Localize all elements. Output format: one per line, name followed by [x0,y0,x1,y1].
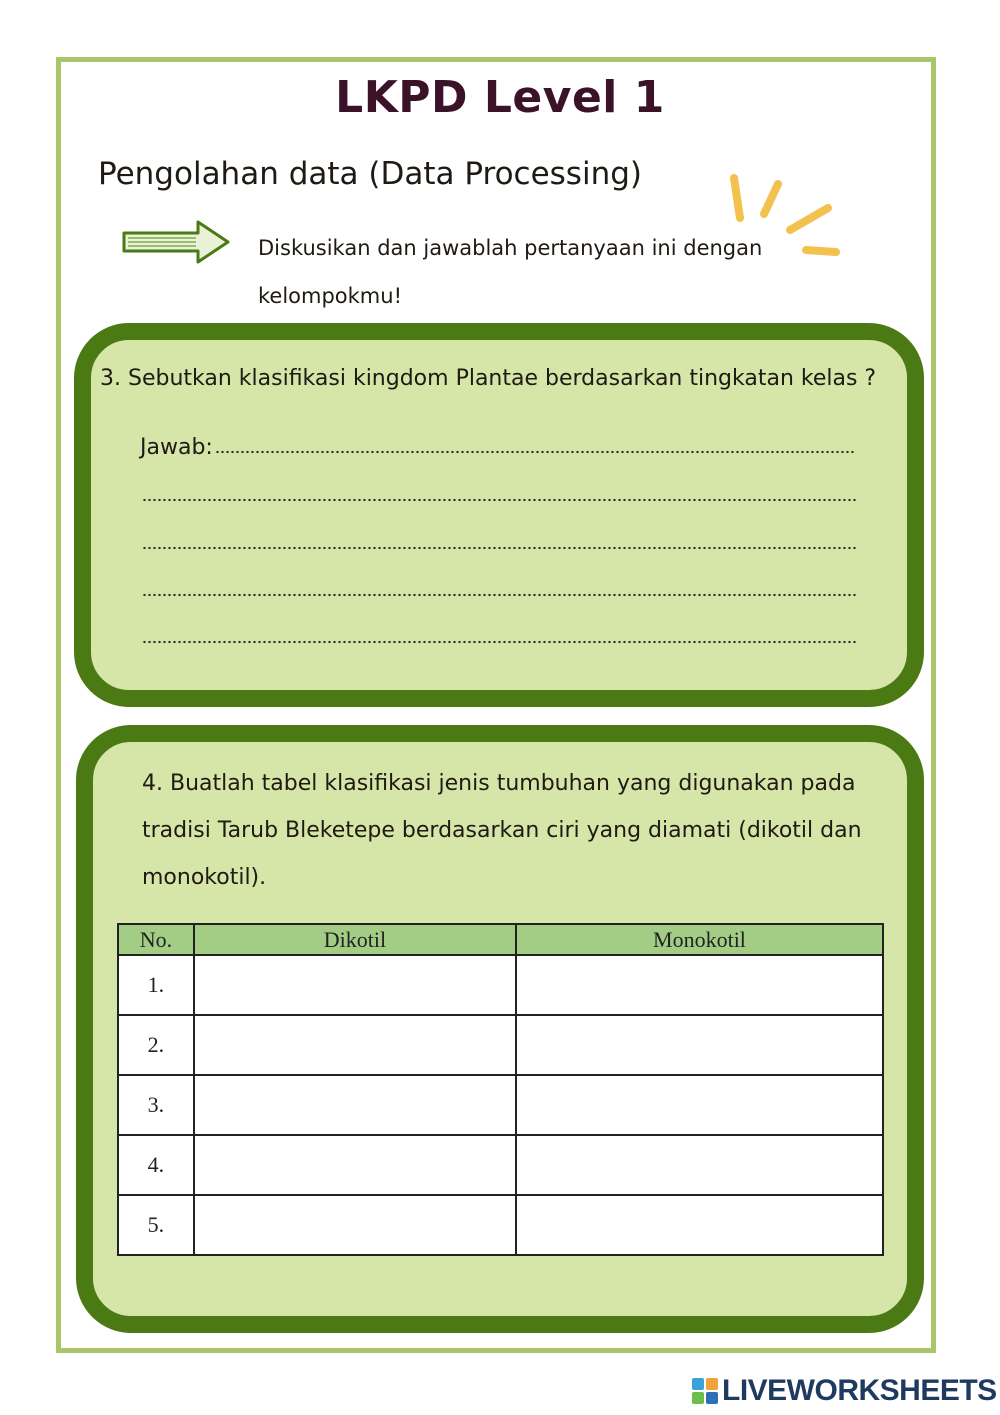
row-number: 3. [118,1075,194,1135]
section-subtitle: Pengolahan data (Data Processing) [98,156,642,192]
monokotil-cell[interactable] [516,955,883,1015]
dikotil-cell[interactable] [194,1075,516,1135]
row-number: 1. [118,955,194,1015]
dotted-line [142,592,856,598]
dikotil-cell[interactable] [194,955,516,1015]
table-header-row [118,924,883,955]
monokotil-cell[interactable] [516,1195,883,1255]
row-number: 5. [118,1195,194,1255]
answer-label: Jawab: [140,435,213,460]
monokotil-cell[interactable] [516,1135,883,1195]
brand-wordmark: LIVEWORKSHEETS [722,1374,997,1407]
table-row [118,1015,883,1075]
page-title: LKPD Level 1 [335,72,665,123]
question-3-text: 3. Sebutkan klasifikasi kingdom Plantae berdasarkan tingkatan kelas ? [100,366,877,391]
row-number: 2. [118,1015,194,1075]
dikotil-cell[interactable] [194,1135,516,1195]
row-number: 4. [118,1135,194,1195]
liveworksheets-brand [692,1374,997,1408]
dotted-line [142,639,856,645]
liveworksheets-logo-icon [692,1378,718,1404]
answer-line-5[interactable] [140,620,856,650]
dotted-line [142,497,856,503]
answer-line-1[interactable] [140,430,856,460]
table-row [118,1135,883,1195]
monokotil-cell[interactable] [516,1075,883,1135]
table-row [118,1075,883,1135]
dikotil-cell[interactable] [194,1195,516,1255]
dikotil-cell[interactable] [194,1015,516,1075]
sparkle-icon [720,168,850,268]
dotted-line [142,545,856,551]
answer-line-4[interactable] [140,573,856,603]
dotted-line [215,449,856,455]
header-monokotil: Monokotil [516,924,883,955]
instruction-text: Diskusikan dan jawablah pertanyaan ini dengan kelompokmu! [258,236,763,308]
table-row [118,1195,883,1255]
question-4-text: 4. Buatlah tabel klasifikasi jenis tumbuhan yang digunakan pada tradisi Tarub Bleketepe berdasarkan ciri yang diamati (dikotil dan monokotil). [142,771,862,890]
classification-table [117,923,884,1256]
monokotil-cell[interactable] [516,1015,883,1075]
answer-line-2[interactable] [140,478,856,508]
header-dikotil: Dikotil [194,924,516,955]
arrow-icon [120,218,232,266]
table-row [118,955,883,1015]
answer-line-3[interactable] [140,526,856,556]
header-no: No. [118,924,194,955]
